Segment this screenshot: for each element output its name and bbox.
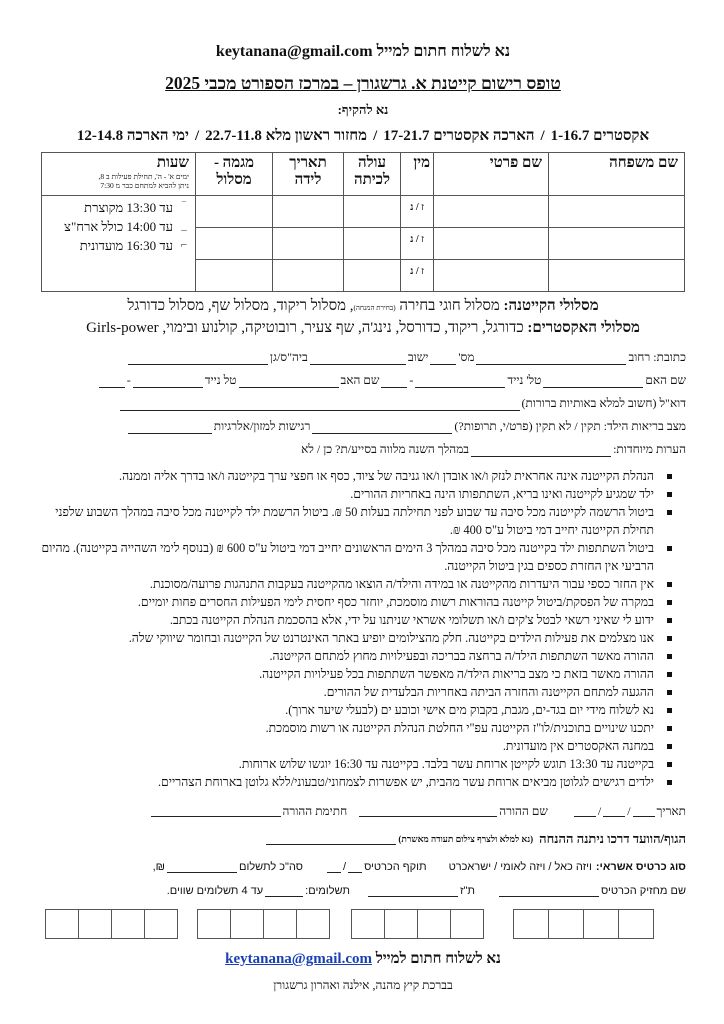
hours-options-cell	[42, 196, 196, 292]
currency: ₪,	[152, 861, 166, 873]
allergies-label: רגישות למזון/אלרגיות	[213, 419, 311, 433]
footer-blessing: בברכת קיץ מהנה, אילנה ואהרון גרשגורן	[273, 978, 453, 992]
card-digit-box[interactable]	[583, 909, 619, 939]
term-item: במחנה האקסטרים אין מועדונית.	[40, 737, 686, 755]
period-option[interactable]: אקסטרים 1-16.7	[550, 128, 650, 144]
email-field[interactable]	[120, 397, 520, 411]
card-digit-box[interactable]	[111, 909, 145, 939]
total-label: סה"כ לתשלום	[239, 861, 303, 873]
school-field[interactable]	[128, 351, 268, 365]
date-label: תאריך	[656, 804, 686, 818]
card-digit-group	[46, 909, 178, 939]
separator: /	[195, 128, 200, 144]
birth-date-cell[interactable]	[273, 260, 344, 292]
separator: /	[540, 128, 545, 144]
term-item: ידוע לי שאיני רשאי לבטל צ'קים ו/או תשלומי אשראי שניתנו על ידי, אלא בהסכמת הנהלת הקייטנה בכתב.	[40, 611, 686, 629]
hour-option[interactable]	[46, 217, 189, 236]
extreme-tracks-label: מסלולי האקסטרים:	[527, 320, 640, 336]
house-no-label: מס'	[458, 350, 475, 364]
children-table	[41, 152, 685, 292]
mother-phone-field[interactable]	[415, 374, 505, 388]
period-option[interactable]: ימי הארכה 12-14.8	[76, 128, 189, 144]
checkbox-icon[interactable]: ⌐	[180, 239, 188, 251]
discount-label: הגוף/הוועד דרכו ניתנה ההנחה	[539, 831, 686, 846]
card-digit-box[interactable]	[197, 909, 231, 939]
hour-option-label: עד 13:30 מקוצרת	[84, 200, 173, 215]
term-item: ילד שמגיע לקייטנה ואינו בריא, השתתפותו הינה באחריות ההורים.	[40, 485, 686, 503]
first-name-cell[interactable]	[434, 260, 549, 292]
id-field[interactable]	[368, 883, 458, 897]
father-phone-label: טל נייד	[204, 373, 237, 387]
birth-date-cell[interactable]	[273, 228, 344, 260]
card-type-label: סוג כרטיס אשראי:	[595, 861, 686, 873]
grade-cell[interactable]	[344, 228, 401, 260]
term-item: ביטול השתתפות ילד בקייטנה מכל סיבה במהלך 3 הימים הראשונים יחייב דמי ביטול ע"ס 600 ₪ (בנוסף לימי השהייה בקייטנה). מהיום הרביעי אין החזרת כספים בגין ביטול הקייטנה.	[40, 539, 686, 575]
period-option[interactable]: הארכה אקסטרים 17-21.7	[383, 128, 535, 144]
checkbox-icon[interactable]: ‾	[182, 201, 186, 213]
track-cell[interactable]	[196, 196, 273, 228]
father-field[interactable]	[239, 374, 339, 388]
tracks-section	[40, 296, 686, 338]
date-month-field[interactable]	[603, 803, 625, 817]
term-item: ההורה מאשר בזאת כי מצב בריאות הילד/ה מאפשר השתתפות בכל פעילויות הקייטנה.	[40, 665, 686, 683]
gender-cell[interactable]: ז / נ	[401, 228, 434, 260]
card-digit-box[interactable]	[263, 909, 297, 939]
city-label: ישוב	[407, 350, 429, 364]
total-field[interactable]	[167, 859, 237, 873]
separator: /	[373, 128, 378, 144]
card-digit-box[interactable]	[417, 909, 451, 939]
card-digit-box[interactable]	[296, 909, 330, 939]
slash: /	[597, 804, 602, 818]
notes-row	[40, 438, 686, 461]
grade-cell[interactable]	[344, 260, 401, 292]
card-digit-box[interactable]	[618, 909, 654, 939]
parent-signature-field[interactable]	[151, 803, 281, 817]
term-item: במקרה של הפסקת/ביטול קייטנה בהוראות רשות מוסמכת, יוחזר כסף יחסית לימי הפעילות החסרים פחות יומיים.	[40, 593, 686, 611]
hours-note-1: ימים א' - ה', תחילת פעילות ב 8,	[98, 172, 189, 181]
mother-label: שם האם	[645, 373, 686, 387]
father-label: שם האב	[340, 373, 380, 387]
card-digit-box[interactable]	[45, 909, 79, 939]
header-hours	[42, 153, 196, 196]
discount-note: (נא למלא ולצרף צילום תעודה מאשרת)	[398, 834, 534, 844]
parent-name-label: שם ההורה	[499, 804, 548, 818]
date-year-field[interactable]	[574, 803, 596, 817]
camp-tracks	[40, 296, 686, 318]
card-digit-group	[198, 909, 330, 939]
father-phone-field[interactable]	[133, 374, 203, 388]
terms-list	[40, 467, 686, 791]
date-day-field[interactable]	[633, 803, 655, 817]
card-row-1	[40, 857, 686, 877]
card-number-boxes	[46, 909, 686, 939]
header-gender: מין	[401, 153, 434, 196]
term-item: הנהלת הקייטנה אינה אחראית לנזק ו/או אובדן ו/או גניבה של ציוד, כסף או חפצי ערך בקייטנה ו/או בדרך אליה וממנה.	[40, 467, 686, 485]
street-label: כתובת: רחוב	[628, 350, 686, 364]
term-item: ההורה מאשר השתתפות הילד/ה ברחצה בבריכה ובפעילויות מחוץ למתחם הקייטנה.	[40, 647, 686, 665]
email-label: דוא"ל (חשוב למלא באותיות ברורות)	[521, 396, 686, 410]
hours-title: שעות	[156, 155, 189, 171]
notes-field[interactable]	[471, 443, 611, 457]
card-digit-box[interactable]	[144, 909, 178, 939]
mother-field[interactable]	[543, 374, 643, 388]
term-item: בקייטנה עד 13:30 תוגש לקייטן ארוחת עשר בלבד. בקייטנה עד 16:30 יוגשו שלוש ארוחות.	[40, 755, 686, 773]
last-name-cell[interactable]	[549, 260, 685, 292]
card-digit-box[interactable]	[450, 909, 484, 939]
installments-note: עד 4 תשלומים שווים.	[166, 885, 264, 897]
first-name-cell[interactable]	[434, 196, 549, 228]
footer-send-prefix: נא לשלוח חתום למייל	[375, 951, 501, 967]
hour-option-label: עד 16:30 מועדונית	[79, 238, 173, 253]
id-label: ת"ז	[459, 885, 476, 897]
header-send-prefix: נא לשלוח חתום למייל	[376, 43, 511, 60]
address-row	[40, 346, 686, 369]
term-item: ההגעה למתחם הקייטנה והחזרה הביתה באחריות הבלעדית של ההורים.	[40, 683, 686, 701]
header-first-name: שם פרטי	[434, 153, 549, 196]
term-item: ילדים רגישים לגלוטן מביאים ארוחת עשר מהבית, יש אפשרות לצמחוני/טבעוני/ללא גלוטן בארוחת הצהריים.	[40, 773, 686, 791]
grade-cell[interactable]	[344, 196, 401, 228]
discount-field[interactable]	[266, 831, 396, 845]
discount-row	[40, 829, 686, 849]
footer-email-link[interactable]: keytanana@gmail.com	[225, 951, 372, 967]
header-last-name: שם משפחה	[549, 153, 685, 196]
footer-send-instruction	[40, 949, 686, 969]
header-email: keytanana@gmail.com	[215, 43, 373, 60]
slash: /	[627, 804, 631, 818]
parent-name-field[interactable]	[359, 803, 497, 817]
term-item: אנו מצלמים את פעילות הילדים בקייטנה. חלק מהצילומים יופיע באתר האינטרנט של הקייטנה ובחומר שיווקי שלה.	[40, 629, 686, 647]
signature-row	[40, 801, 686, 821]
card-digit-box[interactable]	[78, 909, 112, 939]
first-name-cell[interactable]	[434, 228, 549, 260]
holder-field[interactable]	[499, 883, 599, 897]
camp-tracks-text-b: , מסלול ריקוד, מסלול שף, מסלול כדורגל	[127, 298, 354, 314]
expiry-month-field[interactable]	[348, 859, 362, 873]
track-cell[interactable]	[196, 228, 273, 260]
installments-label: תשלומים:	[305, 885, 350, 897]
checkbox-icon[interactable]: _	[181, 220, 187, 232]
hour-option[interactable]	[46, 236, 189, 255]
health-label: מצב בריאות הילד: תקין / לא תקין (פרט/י, תרופות?)	[454, 419, 686, 433]
street-field[interactable]	[476, 351, 626, 365]
allergies-field[interactable]	[128, 420, 212, 434]
table-row	[42, 196, 685, 228]
house-no-field[interactable]	[430, 351, 456, 365]
header-birth-date: תאריך לידה	[273, 153, 344, 196]
card-digit-group	[352, 909, 484, 939]
track-cell[interactable]	[196, 260, 273, 292]
city-field[interactable]	[310, 351, 406, 365]
period-options	[40, 126, 686, 146]
card-types[interactable]: ויזה כאל / ויזה לאומי / ישראכרט	[448, 861, 592, 873]
notes-label: הערות מיוחדות:	[613, 442, 686, 456]
dash: -	[126, 373, 131, 387]
term-item: אין החזר כספי עבור היעדרות מהקייטנה או במידה והילד/ה הוצאו מהקייטנה בעקבות התנהגות פרועה/מסוכנת.	[40, 575, 686, 593]
form-title-text: טופס רישום קייטנת א. גרשגורן – במרכז הספורט מכבי 2025	[165, 73, 561, 93]
school-label: ביה"ס/גן	[269, 350, 308, 364]
hours-note-2: ניתן להביא למתחם כבר מ 7:30	[100, 181, 189, 190]
last-name-cell[interactable]	[549, 228, 685, 260]
assistant-label: במהלך השנה מלווה בסייע/ת? כן / לא	[301, 442, 470, 456]
father-phone-prefix-field[interactable]	[99, 374, 125, 388]
health-row	[40, 415, 686, 438]
card-digit-box[interactable]	[230, 909, 264, 939]
header-grade: עולה לכיתה	[344, 153, 401, 196]
table-header-row	[42, 153, 685, 196]
card-digit-box[interactable]	[548, 909, 584, 939]
expiry-label: תוקף הכרטיס	[364, 861, 427, 873]
dash: -	[409, 373, 414, 387]
details-fields	[40, 346, 686, 461]
card-row-2	[40, 881, 686, 901]
card-digit-box[interactable]	[513, 909, 549, 939]
holder-label: שם מחזיק הכרטיס	[601, 885, 686, 897]
slash: /	[343, 861, 347, 873]
camp-tracks-text-a: מסלול חוגי בחירה	[399, 298, 500, 314]
birth-date-cell[interactable]	[273, 196, 344, 228]
card-digit-box[interactable]	[384, 909, 418, 939]
gender-cell[interactable]: ז / נ	[401, 196, 434, 228]
parent-signature-label: חתימת ההורה	[282, 804, 348, 818]
hour-option[interactable]	[46, 198, 189, 217]
mother-phone-prefix-field[interactable]	[381, 374, 407, 388]
term-item: יתכנו שינויים בתוכנית/לו"ז הקייטנה עפ"י החלטת הנהלת הקייטנה או רשות מוסמכת.	[40, 719, 686, 737]
card-digit-box[interactable]	[351, 909, 385, 939]
expiry-year-field[interactable]	[327, 859, 341, 873]
camp-tracks-small: (בחירת המנחה)	[353, 304, 396, 312]
last-name-cell[interactable]	[549, 196, 685, 228]
mother-phone-label: טל' נייד	[507, 373, 542, 387]
header-send-instruction	[40, 42, 686, 62]
camp-tracks-label: מסלולי הקייטנה:	[503, 298, 599, 314]
circle-instruction: נא להקיף:	[337, 102, 389, 117]
header-track: מגמה - מסלול	[196, 153, 273, 196]
form-title	[40, 72, 686, 94]
term-item: ביטול הרשמה לקייטנה מכל סיבה עד שבוע לפני תחילתה בעלות 50 ₪. ביטול הרשמת ילד לקייטנה מכל סיבה במהלך השבוע שלפני תחילת הקייטנה יחייב דמי ביטול ע"ס 400 ₪.	[40, 503, 686, 539]
extreme-tracks-text: כדורגל, ריקוד, כדורסל, נינג'ה, שף צעיר, רובוטיקה, קולנוע ובימוי, Girls-power	[86, 320, 524, 336]
email-row	[40, 392, 686, 415]
parents-row	[40, 369, 686, 392]
hour-option-label: עד 14:00 כולל ארח"צ	[64, 219, 173, 234]
card-digit-group	[514, 909, 654, 939]
term-item: נא לשלוח מידי יום בגד-ים, מגבת, בקבוק מים אישי וכובע ים (לבעלי שיער ארוך).	[40, 701, 686, 719]
period-option[interactable]: מחזור ראשון מלא 22.7-11.8	[205, 128, 368, 144]
extreme-tracks	[40, 318, 686, 338]
installments-field[interactable]	[265, 883, 303, 897]
health-field[interactable]	[312, 420, 452, 434]
gender-cell[interactable]: ז / נ	[401, 260, 434, 292]
